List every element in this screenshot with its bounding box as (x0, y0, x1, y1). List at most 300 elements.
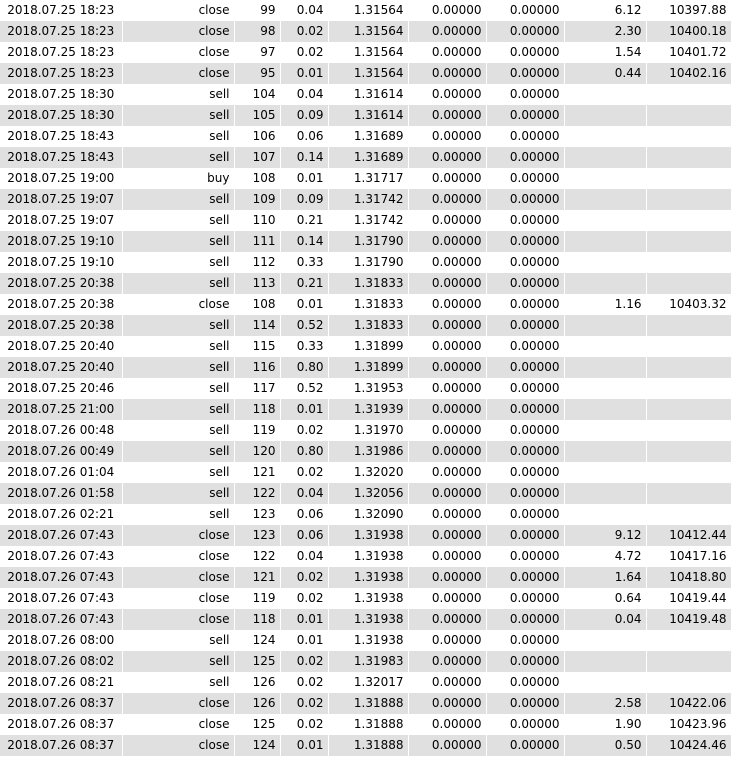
cell-type: close (122, 588, 234, 609)
cell-time: 2018.07.25 18:23 (0, 42, 122, 63)
cell-balance: 10403.32 (646, 294, 731, 315)
cell-price: 1.31938 (328, 609, 408, 630)
cell-balance (646, 273, 731, 294)
table-row (0, 147, 731, 168)
cell-balance (646, 252, 731, 273)
cell-profit (564, 399, 646, 420)
cell-size: 0.02 (280, 714, 328, 735)
cell-balance (646, 630, 731, 651)
table-row (0, 336, 731, 357)
cell-balance: 10419.44 (646, 588, 731, 609)
cell-tp: 0.00000 (486, 630, 564, 651)
cell-type: sell (122, 420, 234, 441)
cell-balance: 10401.72 (646, 42, 731, 63)
table-row (0, 588, 731, 609)
cell-price: 1.31564 (328, 42, 408, 63)
cell-price: 1.31564 (328, 0, 408, 21)
cell-size: 0.21 (280, 210, 328, 231)
cell-type: close (122, 294, 234, 315)
cell-type: close (122, 0, 234, 21)
cell-order: 111 (234, 231, 280, 252)
cell-time: 2018.07.26 08:37 (0, 693, 122, 714)
cell-tp: 0.00000 (486, 147, 564, 168)
cell-balance: 10422.06 (646, 693, 731, 714)
cell-size: 0.04 (280, 546, 328, 567)
cell-type: close (122, 42, 234, 63)
cell-time: 2018.07.25 19:00 (0, 168, 122, 189)
cell-profit: 2.58 (564, 693, 646, 714)
cell-type: sell (122, 399, 234, 420)
cell-type: sell (122, 504, 234, 525)
cell-price: 1.31614 (328, 84, 408, 105)
cell-tp: 0.00000 (486, 42, 564, 63)
cell-profit (564, 147, 646, 168)
cell-tp: 0.00000 (486, 609, 564, 630)
table-row (0, 567, 731, 588)
cell-type: sell (122, 126, 234, 147)
cell-size: 0.01 (280, 168, 328, 189)
cell-profit (564, 441, 646, 462)
cell-price: 1.31938 (328, 630, 408, 651)
cell-time: 2018.07.25 20:38 (0, 294, 122, 315)
table-row (0, 84, 731, 105)
cell-type: sell (122, 651, 234, 672)
cell-profit (564, 651, 646, 672)
cell-price: 1.31614 (328, 105, 408, 126)
cell-tp: 0.00000 (486, 483, 564, 504)
cell-type: sell (122, 462, 234, 483)
cell-profit: 1.64 (564, 567, 646, 588)
table-row (0, 273, 731, 294)
cell-size: 0.02 (280, 21, 328, 42)
cell-sl: 0.00000 (408, 168, 486, 189)
cell-tp: 0.00000 (486, 420, 564, 441)
table-row (0, 0, 731, 21)
cell-tp: 0.00000 (486, 399, 564, 420)
cell-type: close (122, 735, 234, 756)
table-row (0, 672, 731, 693)
cell-tp: 0.00000 (486, 357, 564, 378)
cell-profit: 2.30 (564, 21, 646, 42)
cell-size: 0.02 (280, 420, 328, 441)
cell-profit (564, 462, 646, 483)
table-row (0, 609, 731, 630)
cell-time: 2018.07.26 01:58 (0, 483, 122, 504)
cell-size: 0.09 (280, 105, 328, 126)
cell-sl: 0.00000 (408, 651, 486, 672)
cell-profit (564, 315, 646, 336)
table-row (0, 546, 731, 567)
cell-type: sell (122, 231, 234, 252)
cell-tp: 0.00000 (486, 588, 564, 609)
cell-price: 1.32090 (328, 504, 408, 525)
cell-balance (646, 357, 731, 378)
cell-size: 0.52 (280, 315, 328, 336)
cell-balance (646, 378, 731, 399)
cell-order: 118 (234, 399, 280, 420)
cell-size: 0.01 (280, 735, 328, 756)
cell-profit: 6.12 (564, 0, 646, 21)
cell-price: 1.31564 (328, 21, 408, 42)
cell-sl: 0.00000 (408, 714, 486, 735)
cell-time: 2018.07.26 08:00 (0, 630, 122, 651)
cell-sl: 0.00000 (408, 504, 486, 525)
cell-time: 2018.07.25 21:00 (0, 399, 122, 420)
cell-size: 0.04 (280, 84, 328, 105)
cell-type: sell (122, 189, 234, 210)
cell-time: 2018.07.26 00:48 (0, 420, 122, 441)
cell-time: 2018.07.25 18:23 (0, 63, 122, 84)
cell-time: 2018.07.25 20:46 (0, 378, 122, 399)
table-row (0, 504, 731, 525)
cell-time: 2018.07.25 18:30 (0, 84, 122, 105)
cell-tp: 0.00000 (486, 294, 564, 315)
cell-order: 99 (234, 0, 280, 21)
cell-price: 1.31938 (328, 525, 408, 546)
cell-price: 1.31888 (328, 693, 408, 714)
cell-balance: 10417.16 (646, 546, 731, 567)
cell-type: close (122, 21, 234, 42)
cell-order: 119 (234, 420, 280, 441)
cell-balance (646, 420, 731, 441)
cell-tp: 0.00000 (486, 735, 564, 756)
cell-balance (646, 441, 731, 462)
cell-tp: 0.00000 (486, 546, 564, 567)
cell-profit (564, 273, 646, 294)
cell-order: 124 (234, 735, 280, 756)
cell-price: 1.31742 (328, 210, 408, 231)
cell-profit (564, 126, 646, 147)
cell-balance (646, 189, 731, 210)
cell-time: 2018.07.26 02:21 (0, 504, 122, 525)
cell-order: 116 (234, 357, 280, 378)
cell-balance (646, 651, 731, 672)
table-row (0, 168, 731, 189)
cell-tp: 0.00000 (486, 714, 564, 735)
cell-time: 2018.07.26 08:02 (0, 651, 122, 672)
cell-balance (646, 84, 731, 105)
cell-tp: 0.00000 (486, 441, 564, 462)
cell-size: 0.33 (280, 252, 328, 273)
cell-profit (564, 210, 646, 231)
cell-size: 0.14 (280, 231, 328, 252)
cell-profit (564, 336, 646, 357)
cell-profit (564, 168, 646, 189)
cell-price: 1.31899 (328, 336, 408, 357)
cell-sl: 0.00000 (408, 462, 486, 483)
cell-order: 123 (234, 504, 280, 525)
cell-tp: 0.00000 (486, 693, 564, 714)
cell-size: 0.06 (280, 525, 328, 546)
cell-price: 1.31689 (328, 147, 408, 168)
cell-tp: 0.00000 (486, 273, 564, 294)
cell-tp: 0.00000 (486, 336, 564, 357)
cell-time: 2018.07.25 19:10 (0, 231, 122, 252)
cell-balance: 10424.46 (646, 735, 731, 756)
cell-profit (564, 378, 646, 399)
cell-type: close (122, 693, 234, 714)
cell-time: 2018.07.25 19:07 (0, 189, 122, 210)
cell-time: 2018.07.26 07:43 (0, 588, 122, 609)
cell-order: 97 (234, 42, 280, 63)
table-row (0, 441, 731, 462)
cell-sl: 0.00000 (408, 273, 486, 294)
cell-price: 1.32017 (328, 672, 408, 693)
cell-type: sell (122, 105, 234, 126)
cell-order: 109 (234, 189, 280, 210)
cell-balance (646, 672, 731, 693)
cell-order: 125 (234, 651, 280, 672)
cell-tp: 0.00000 (486, 504, 564, 525)
cell-sl: 0.00000 (408, 147, 486, 168)
cell-balance (646, 462, 731, 483)
cell-time: 2018.07.26 07:43 (0, 525, 122, 546)
cell-size: 0.02 (280, 588, 328, 609)
cell-order: 115 (234, 336, 280, 357)
cell-profit: 1.90 (564, 714, 646, 735)
cell-balance: 10397.88 (646, 0, 731, 21)
cell-profit: 1.54 (564, 42, 646, 63)
table-row (0, 693, 731, 714)
cell-price: 1.31888 (328, 735, 408, 756)
cell-balance: 10423.96 (646, 714, 731, 735)
cell-type: sell (122, 147, 234, 168)
table-row (0, 126, 731, 147)
cell-sl: 0.00000 (408, 546, 486, 567)
table-row (0, 525, 731, 546)
cell-profit: 0.64 (564, 588, 646, 609)
cell-type: close (122, 714, 234, 735)
cell-price: 1.31833 (328, 315, 408, 336)
cell-type: sell (122, 483, 234, 504)
cell-time: 2018.07.25 20:40 (0, 357, 122, 378)
cell-size: 0.02 (280, 462, 328, 483)
cell-sl: 0.00000 (408, 252, 486, 273)
cell-balance (646, 336, 731, 357)
cell-sl: 0.00000 (408, 357, 486, 378)
table-row (0, 294, 731, 315)
cell-time: 2018.07.26 08:21 (0, 672, 122, 693)
table-row (0, 231, 731, 252)
cell-profit (564, 672, 646, 693)
cell-balance (646, 504, 731, 525)
cell-price: 1.31939 (328, 399, 408, 420)
cell-type: buy (122, 168, 234, 189)
cell-price: 1.31564 (328, 63, 408, 84)
cell-size: 0.01 (280, 399, 328, 420)
cell-time: 2018.07.25 20:40 (0, 336, 122, 357)
cell-size: 0.80 (280, 357, 328, 378)
cell-sl: 0.00000 (408, 399, 486, 420)
cell-order: 104 (234, 84, 280, 105)
cell-price: 1.31689 (328, 126, 408, 147)
cell-profit (564, 84, 646, 105)
cell-sl: 0.00000 (408, 441, 486, 462)
cell-balance: 10412.44 (646, 525, 731, 546)
cell-price: 1.32020 (328, 462, 408, 483)
table-row (0, 21, 731, 42)
cell-size: 0.01 (280, 63, 328, 84)
cell-sl: 0.00000 (408, 420, 486, 441)
cell-balance (646, 231, 731, 252)
cell-sl: 0.00000 (408, 567, 486, 588)
cell-balance: 10419.48 (646, 609, 731, 630)
cell-time: 2018.07.25 20:38 (0, 315, 122, 336)
cell-order: 119 (234, 588, 280, 609)
cell-order: 98 (234, 21, 280, 42)
cell-type: sell (122, 378, 234, 399)
cell-type: close (122, 63, 234, 84)
cell-sl: 0.00000 (408, 483, 486, 504)
cell-size: 0.02 (280, 672, 328, 693)
cell-sl: 0.00000 (408, 525, 486, 546)
cell-type: close (122, 609, 234, 630)
cell-balance (646, 483, 731, 504)
cell-order: 108 (234, 294, 280, 315)
cell-order: 113 (234, 273, 280, 294)
cell-balance (646, 315, 731, 336)
cell-sl: 0.00000 (408, 315, 486, 336)
cell-order: 124 (234, 630, 280, 651)
cell-tp: 0.00000 (486, 462, 564, 483)
cell-type: sell (122, 441, 234, 462)
cell-time: 2018.07.26 07:43 (0, 546, 122, 567)
cell-order: 114 (234, 315, 280, 336)
cell-tp: 0.00000 (486, 168, 564, 189)
cell-sl: 0.00000 (408, 378, 486, 399)
cell-tp: 0.00000 (486, 651, 564, 672)
table-row (0, 399, 731, 420)
table-row (0, 315, 731, 336)
cell-profit: 1.16 (564, 294, 646, 315)
cell-balance: 10400.18 (646, 21, 731, 42)
cell-profit (564, 504, 646, 525)
cell-price: 1.31833 (328, 294, 408, 315)
cell-type: close (122, 525, 234, 546)
table-row (0, 483, 731, 504)
cell-price: 1.31899 (328, 357, 408, 378)
cell-tp: 0.00000 (486, 525, 564, 546)
cell-tp: 0.00000 (486, 315, 564, 336)
table-row (0, 357, 731, 378)
cell-price: 1.31717 (328, 168, 408, 189)
cell-tp: 0.00000 (486, 672, 564, 693)
cell-price: 1.31742 (328, 189, 408, 210)
cell-order: 117 (234, 378, 280, 399)
cell-type: sell (122, 273, 234, 294)
cell-tp: 0.00000 (486, 21, 564, 42)
cell-sl: 0.00000 (408, 84, 486, 105)
cell-type: close (122, 546, 234, 567)
cell-profit (564, 105, 646, 126)
cell-time: 2018.07.25 18:43 (0, 147, 122, 168)
cell-size: 0.21 (280, 273, 328, 294)
cell-sl: 0.00000 (408, 693, 486, 714)
cell-size: 0.02 (280, 42, 328, 63)
cell-order: 125 (234, 714, 280, 735)
cell-order: 122 (234, 546, 280, 567)
cell-type: sell (122, 630, 234, 651)
cell-size: 0.01 (280, 609, 328, 630)
cell-time: 2018.07.26 08:37 (0, 714, 122, 735)
cell-sl: 0.00000 (408, 126, 486, 147)
table-row (0, 651, 731, 672)
cell-tp: 0.00000 (486, 252, 564, 273)
cell-sl: 0.00000 (408, 672, 486, 693)
cell-size: 0.80 (280, 441, 328, 462)
cell-price: 1.31888 (328, 714, 408, 735)
cell-balance (646, 126, 731, 147)
cell-size: 0.02 (280, 693, 328, 714)
cell-tp: 0.00000 (486, 378, 564, 399)
cell-size: 0.14 (280, 147, 328, 168)
cell-order: 107 (234, 147, 280, 168)
cell-profit (564, 252, 646, 273)
cell-order: 120 (234, 441, 280, 462)
cell-sl: 0.00000 (408, 609, 486, 630)
cell-size: 0.09 (280, 189, 328, 210)
cell-time: 2018.07.26 07:43 (0, 609, 122, 630)
table-row (0, 63, 731, 84)
cell-sl: 0.00000 (408, 63, 486, 84)
cell-order: 123 (234, 525, 280, 546)
cell-price: 1.32056 (328, 483, 408, 504)
cell-size: 0.02 (280, 567, 328, 588)
cell-type: sell (122, 252, 234, 273)
cell-price: 1.31790 (328, 252, 408, 273)
cell-order: 110 (234, 210, 280, 231)
cell-size: 0.06 (280, 126, 328, 147)
cell-sl: 0.00000 (408, 231, 486, 252)
cell-balance (646, 168, 731, 189)
table-row (0, 210, 731, 231)
cell-size: 0.01 (280, 630, 328, 651)
cell-profit: 0.04 (564, 609, 646, 630)
cell-order: 95 (234, 63, 280, 84)
cell-time: 2018.07.26 00:49 (0, 441, 122, 462)
cell-size: 0.33 (280, 336, 328, 357)
cell-tp: 0.00000 (486, 84, 564, 105)
cell-price: 1.31938 (328, 588, 408, 609)
table-row (0, 630, 731, 651)
cell-tp: 0.00000 (486, 126, 564, 147)
cell-size: 0.02 (280, 651, 328, 672)
cell-tp: 0.00000 (486, 63, 564, 84)
cell-profit (564, 420, 646, 441)
cell-price: 1.31833 (328, 273, 408, 294)
table-row (0, 714, 731, 735)
cell-sl: 0.00000 (408, 336, 486, 357)
cell-sl: 0.00000 (408, 210, 486, 231)
cell-price: 1.31970 (328, 420, 408, 441)
cell-order: 112 (234, 252, 280, 273)
cell-type: sell (122, 357, 234, 378)
cell-tp: 0.00000 (486, 231, 564, 252)
table-row (0, 462, 731, 483)
cell-time: 2018.07.26 08:37 (0, 735, 122, 756)
cell-balance (646, 147, 731, 168)
cell-profit: 0.50 (564, 735, 646, 756)
table-row (0, 420, 731, 441)
cell-size: 0.06 (280, 504, 328, 525)
cell-sl: 0.00000 (408, 189, 486, 210)
cell-balance (646, 399, 731, 420)
cell-balance: 10418.80 (646, 567, 731, 588)
cell-type: sell (122, 315, 234, 336)
cell-time: 2018.07.25 18:23 (0, 0, 122, 21)
cell-type: sell (122, 336, 234, 357)
cell-balance (646, 105, 731, 126)
